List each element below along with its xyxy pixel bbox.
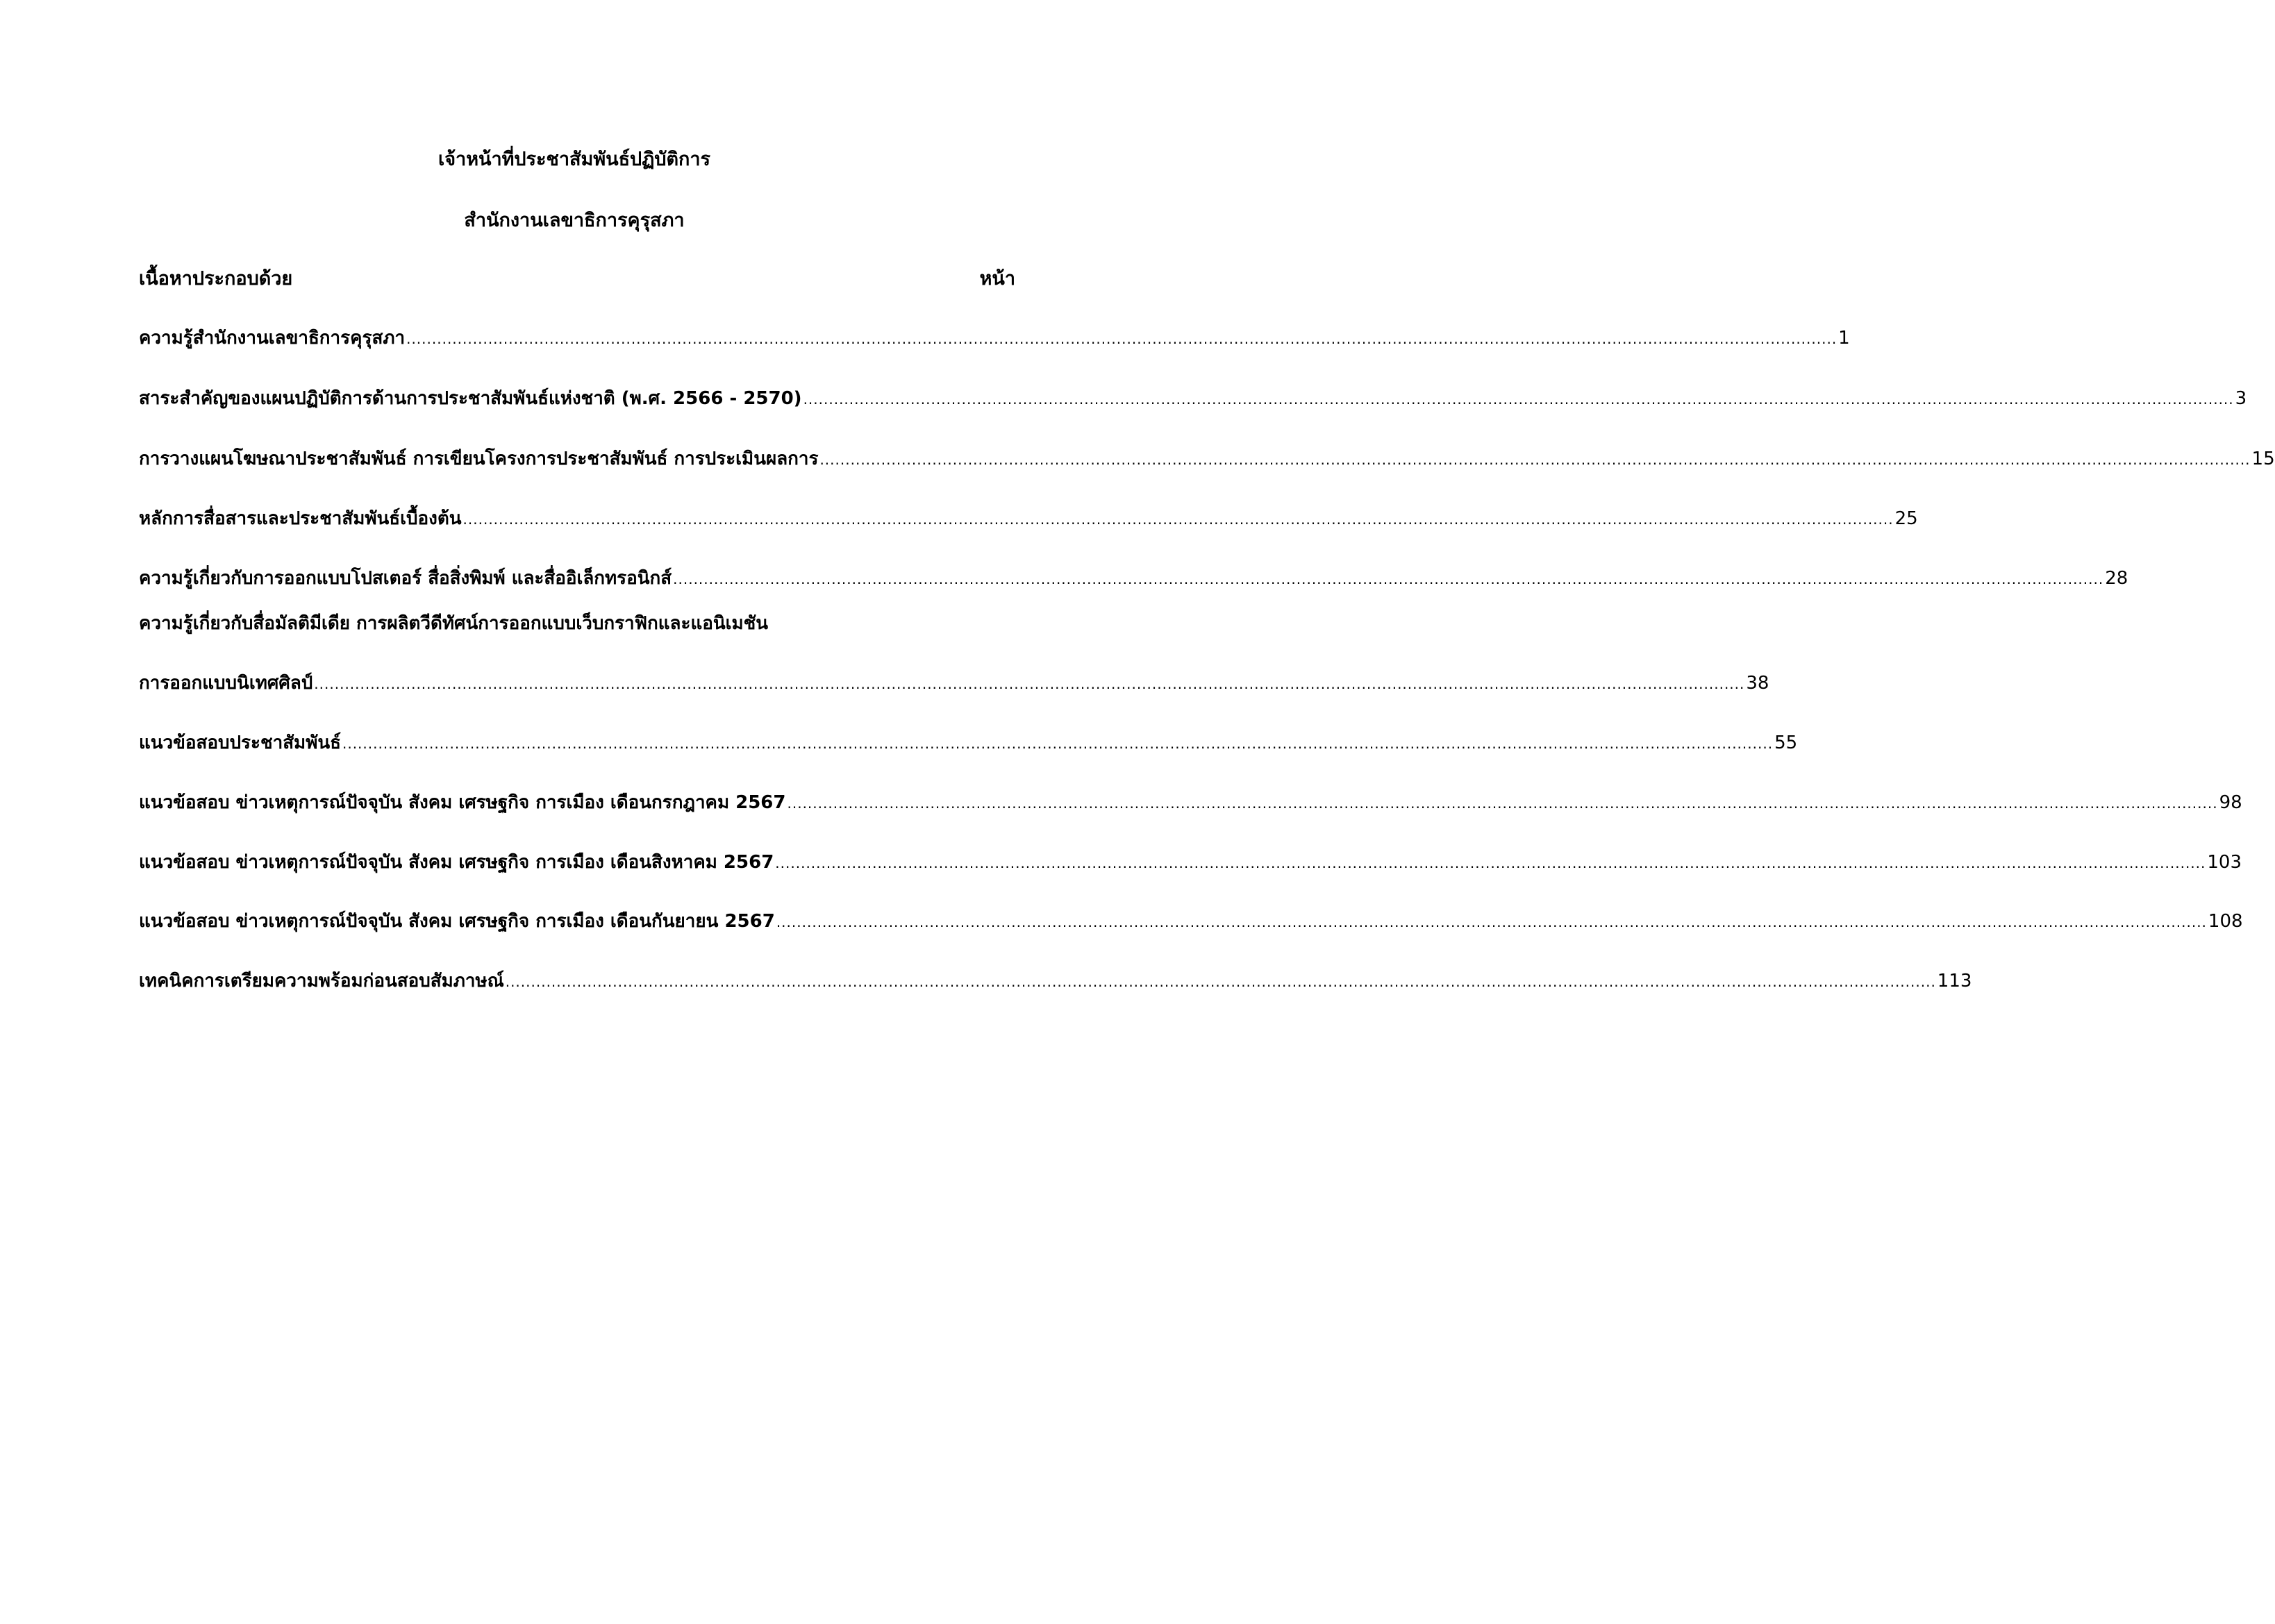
toc-entry-page: 25 (1894, 508, 1918, 529)
toc-entry-label: แนวข้อสอบ ข่าวเหตุการณ์ปัจจุบัน สังคม เศรษฐกิจ การเมือง เดือนสิงหาคม 2567 (139, 852, 774, 873)
toc-header (139, 265, 1015, 293)
toc-leader-dots: ........................................................................................................................................................................................................................................................................................ (803, 391, 2234, 408)
toc-entry (139, 729, 1798, 757)
toc-entry-label: เทคนิคการเตรียมความพร้อมก่อนสอบสัมภาษณ์ (139, 971, 504, 991)
toc-entry-page: 3 (2235, 388, 2247, 409)
toc-entry-label: ความรู้สำนักงานเลขาธิการคุรุสภา (139, 328, 406, 349)
toc-entry-page: 1 (1838, 328, 1850, 349)
toc-entry-page: 15 (2251, 449, 2275, 469)
toc-entry-page: 103 (2207, 852, 2242, 873)
toc-header-page: หน้า (979, 268, 1015, 290)
toc-entry-label: แนวข้อสอบ ข่าวเหตุการณ์ปัจจุบัน สังคม เศรษฐกิจ การเมือง เดือนกรกฎาคม 2567 (139, 792, 786, 813)
toc-entry-page: 38 (1746, 673, 1769, 694)
toc-entry (139, 324, 1850, 352)
toc-entry (139, 669, 1769, 697)
toc-leader-dots: ........................................................................................................................................................................................................................................................................................ (776, 914, 2207, 930)
toc-entry-label: แนวข้อสอบประชาสัมพันธ์ (139, 733, 341, 753)
toc-entry (139, 848, 2242, 876)
toc-entry (139, 564, 2128, 592)
toc-leader-dots: ........................................................................................................................................................................................................................................................................................ (342, 735, 1774, 752)
toc-leader-dots: ........................................................................................................................................................................................................................................................................................ (462, 511, 1894, 528)
document-subtitle: สำนักงานเลขาธิการคุรุสภา (464, 210, 685, 231)
toc-entry-label: แนวข้อสอบ ข่าวเหตุการณ์ปัจจุบัน สังคม เศรษฐกิจ การเมือง เดือนกันยายน 2567 (139, 911, 775, 932)
toc-entry-page: 113 (1937, 971, 1972, 991)
toc-entry-label: การออกแบบนิเทศศิลป์ (139, 673, 313, 694)
toc-entry-continued-label: ความรู้เกี่ยวกับสื่อมัลติมีเดีย การผลิตวีดีทัศน์การออกแบบเว็บกราฟิกและแอนิเมชัน (139, 613, 769, 634)
toc-entry (139, 445, 2275, 473)
toc-entry-label: การวางแผนโฆษณาประชาสัมพันธ์ การเขียนโครงการประชาสัมพันธ์ การประเมินผลการ (139, 449, 819, 469)
document-title: เจ้าหน้าที่ประชาสัมพันธ์ปฏิบัติการ (438, 149, 710, 170)
toc-entry-page: 98 (2219, 792, 2242, 813)
toc-leader-dots: ........................................................................................................................................................................................................................................................................................ (819, 451, 2251, 468)
toc-entry (139, 907, 2243, 935)
toc-leader-dots: ........................................................................................................................................................................................................................................................................................ (787, 795, 2218, 812)
toc-header-contents: เนื้อหาประกอบด้วย (139, 268, 293, 290)
toc-entry-label: หลักการสื่อสารและประชาสัมพันธ์เบื้องต้น (139, 508, 462, 529)
toc-leader-dots: ........................................................................................................................................................................................................................................................................................ (505, 973, 1936, 990)
toc-entry (139, 385, 2247, 412)
toc-leader-dots: ........................................................................................................................................................................................................................................................................................ (673, 571, 2104, 587)
toc-entry (139, 967, 1972, 995)
toc-leader-dots: ........................................................................................................................................................................................................................................................................................ (406, 330, 1838, 347)
toc-entry (139, 505, 1918, 533)
toc-leader-dots: ........................................................................................................................................................................................................................................................................................ (314, 676, 1745, 692)
toc-entry (139, 789, 2242, 817)
toc-entry-label: ความรู้เกี่ยวกับการออกแบบโปสเตอร์ สื่อสิ่งพิมพ์ และสื่ออิเล็กทรอนิกส์ (139, 568, 672, 589)
toc-entry-page: 108 (2208, 911, 2243, 932)
toc-leader-dots: ........................................................................................................................................................................................................................................................................................ (775, 855, 2206, 871)
toc-entry-page: 28 (2105, 568, 2128, 589)
toc-entry-label: สาระสำคัญของแผนปฏิบัติการด้านการประชาสัมพันธ์แห่งชาติ (พ.ศ. 2566 - 2570) (139, 388, 802, 409)
toc-entry-page: 55 (1774, 733, 1798, 753)
